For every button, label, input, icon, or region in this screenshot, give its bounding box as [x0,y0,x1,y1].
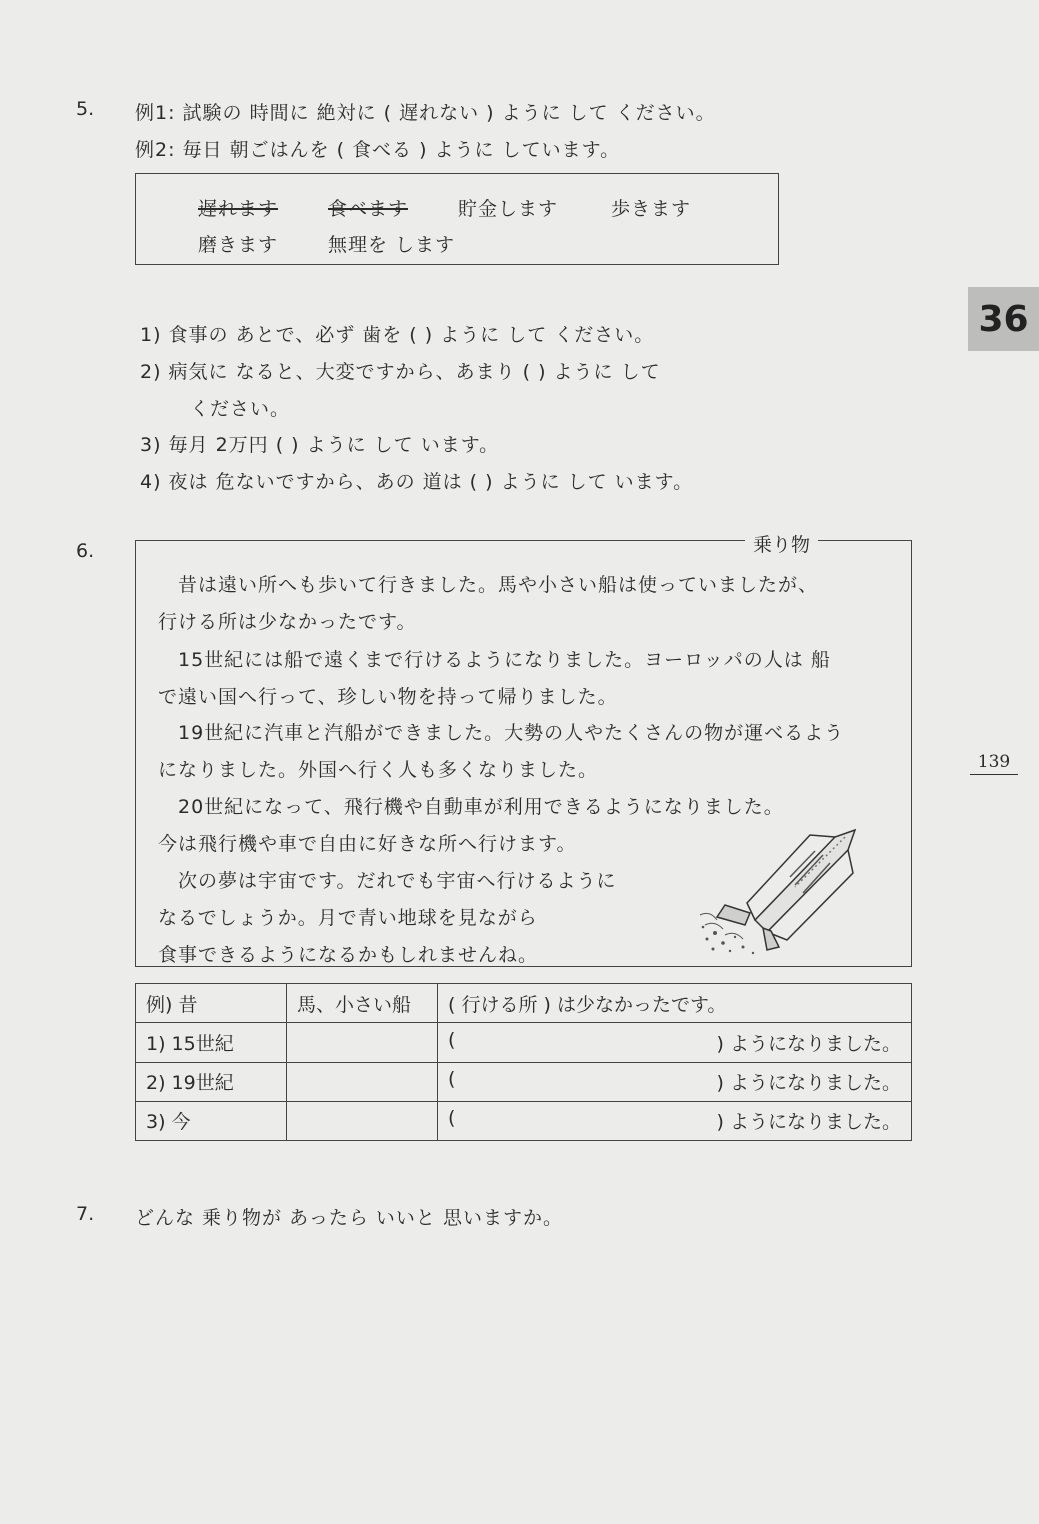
q7-question: どんな 乗り物が あったら いいと 思いますか。 [135,1207,563,1229]
q5-example-2: 例2: 毎日 朝ごはんを ( 食べる ) ように しています。 [135,139,621,161]
table-cell-means[interactable] [287,1062,438,1101]
table-cell-means[interactable] [287,1101,438,1140]
q6-number: 6. [76,540,95,562]
passage-line: 今は飛行機や車で自由に好きな所へ行けます。 [158,833,577,855]
word-option: 歩きます [611,198,692,220]
table-cell-means[interactable] [287,1023,438,1062]
q5-item: 1) 食事の あとで、必ず 歯を ( ) ように して ください。 [140,324,655,346]
passage-line: 食事できるようになるかもしれませんね。 [158,944,539,966]
passage-line: 次の夢は宇宙です。だれでも宇宙へ行けるように [178,870,617,892]
q5-word-box [135,173,779,265]
passage-line: なるでしょうか。月で青い地球を見ながら [158,907,538,929]
table-cell-answer[interactable]: ( ) ようになりました。 [438,1062,912,1101]
space-shuttle-illustration [695,825,865,960]
passage-line: になりました。外国へ行く人も多くなりました。 [158,759,599,781]
q5-example-1: 例1: 試験の 時間に 絶対に ( 遅れない ) ように して ください。 [135,102,716,124]
table-row [136,1101,912,1140]
table-cell-period: 1) 15世紀 [136,1023,287,1062]
table-cell-means: 馬、小さい船 [287,984,438,1023]
passage-line: 20世紀になって、飛行機や自動車が利用できるようになりました。 [178,796,784,818]
chapter-tab: 36 [968,287,1039,351]
word-option: 無理を します [328,234,456,256]
word-option: 貯金します [458,198,559,220]
table-row [136,984,912,1023]
q6-reading-title: 乗り物 [745,530,818,557]
table-row [136,1023,912,1062]
word-option: 遅れます [198,198,279,220]
q5-number: 5. [76,98,95,120]
passage-line: 15世紀には船で遠くまで行けるようになりました。ヨーロッパの人は 船 [178,649,831,671]
passage-line: 19世紀に汽車と汽船ができました。大勢の人やたくさんの物が運べるよう [178,722,845,744]
table-cell-answer: ( 行ける所 ) は少なかったです。 [438,984,912,1023]
table-cell-period: 2) 19世紀 [136,1062,287,1101]
passage-line: 行ける所は少なかったです。 [158,611,417,633]
table-cell-period: 例) 昔 [136,984,287,1023]
q5-item: 4) 夜は 危ないですから、あの 道は ( ) ように して います。 [140,471,694,493]
q6-answer-table [135,983,912,1141]
word-option: 食べます [328,198,409,220]
q7-number: 7. [76,1203,95,1225]
table-cell-answer[interactable]: ( ) ようになりました。 [438,1101,912,1140]
table-row [136,1062,912,1101]
passage-line: で遠い国へ行って、珍しい物を持って帰りました。 [158,686,618,708]
table-cell-answer[interactable]: ( ) ようになりました。 [438,1023,912,1062]
page-number: 139 [970,752,1018,775]
q5-item: 3) 毎月 2万円 ( ) ように して います。 [140,434,500,456]
table-cell-period: 3) 今 [136,1101,287,1140]
word-option: 磨きます [198,234,279,256]
passage-line: 昔は遠い所へも歩いて行きました。馬や小さい船は使っていましたが、 [178,574,819,596]
q5-item: 2) 病気に なると、大変ですから、あまり ( ) ように して [140,361,661,383]
q5-item-continued: ください。 [190,398,291,420]
